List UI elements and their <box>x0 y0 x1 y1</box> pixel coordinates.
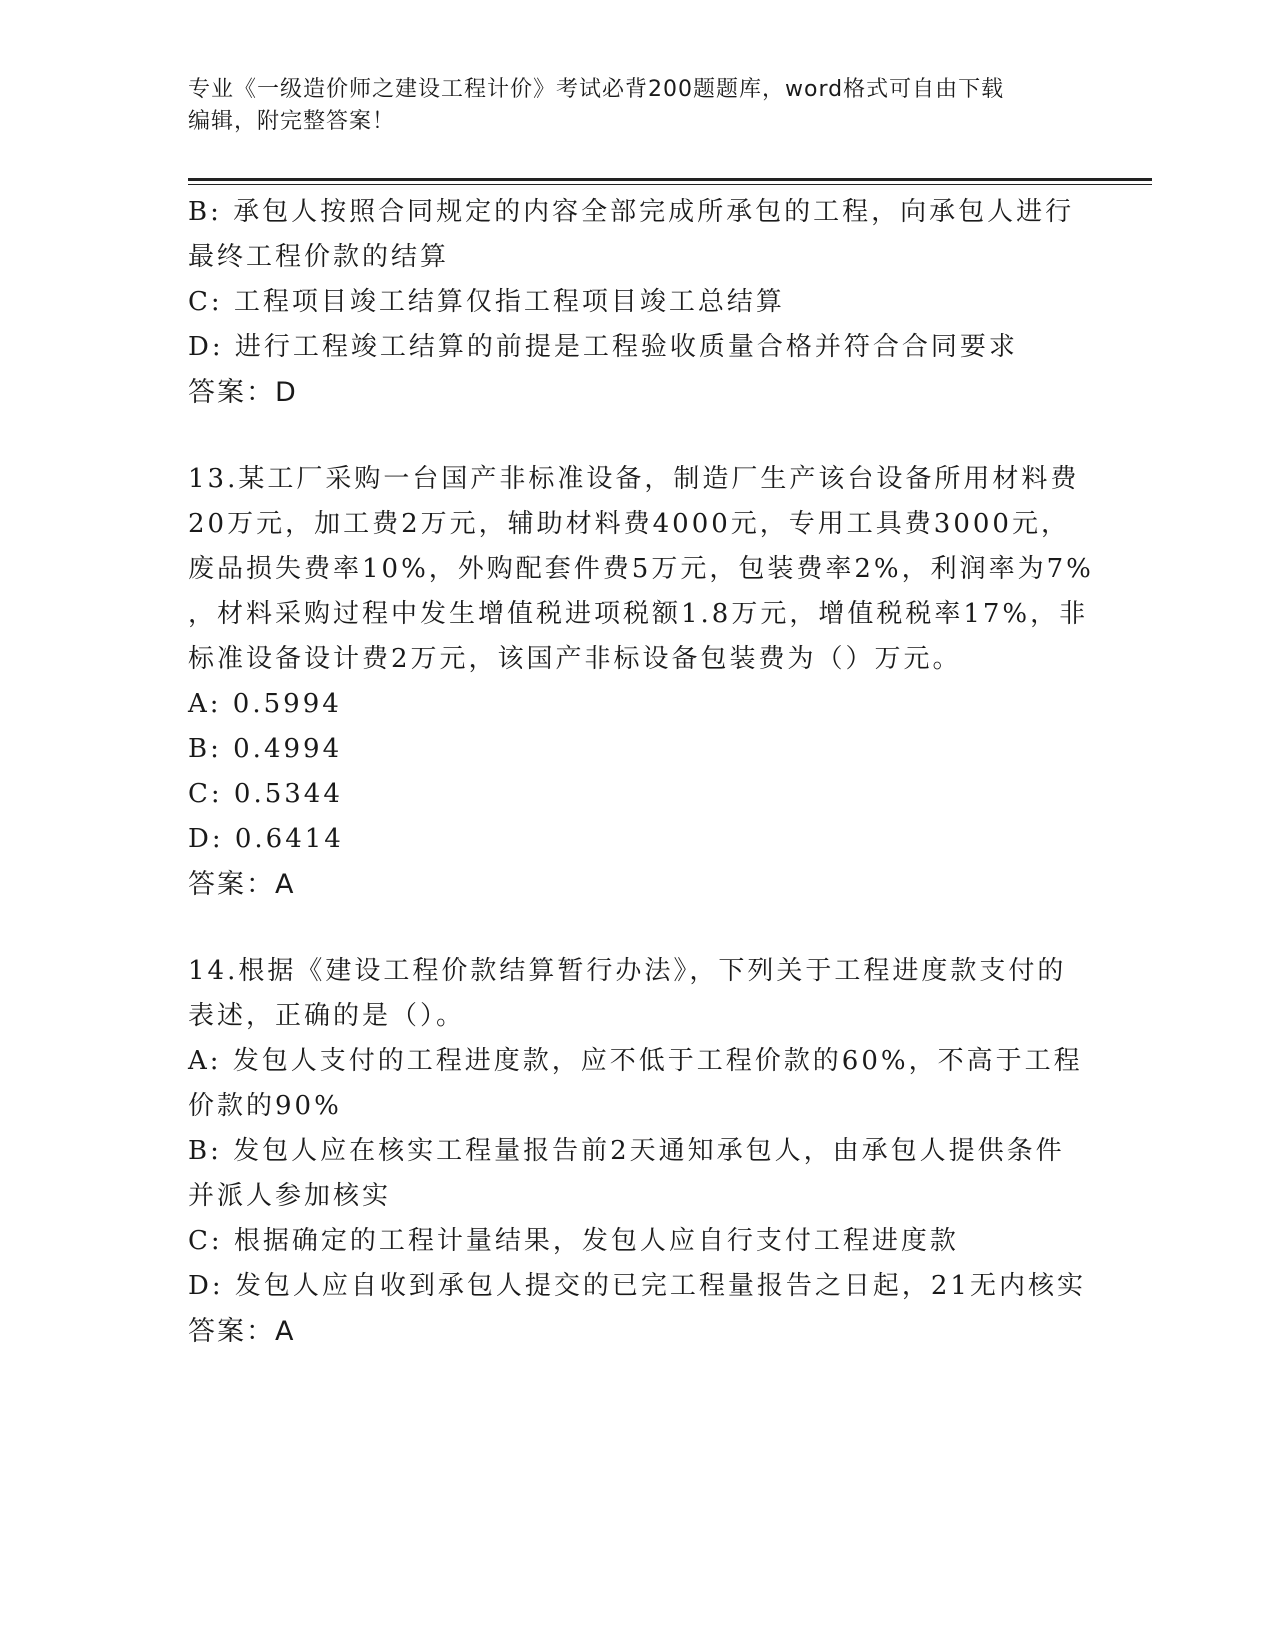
option-b: B: 发包人应在核实工程量报告前2天通知承包人，由承包人提供条件 <box>188 1136 1065 1166</box>
question-stem: 20万元，加工费2万元，辅助材料费4000元，专用工具费3000元， <box>188 509 1070 539</box>
header-line: 专业《一级造价师之建设工程计价》考试必背200题题库，word格式可自由下载 <box>188 77 1005 102</box>
option-b: B: 承包人按照合同规定的内容全部完成所承包的工程，向承包人进行 <box>188 197 1075 227</box>
question-stem: 表述，正确的是（）。 <box>188 1001 466 1031</box>
header-line: 编辑，附完整答案！ <box>188 109 396 134</box>
header-divider-thin <box>188 184 1152 185</box>
option-c: C: 工程项目竣工结算仅指工程项目竣工总结算 <box>188 287 785 317</box>
option-b: B: 0.4994 <box>188 734 343 764</box>
question-stem: 废品损失费率10%，外购配套件费5万元，包装费率2%，利润率为7% <box>188 554 1094 584</box>
question-stem: 14.根据《建设工程价款结算暂行办法》，下列关于工程进度款支付的 <box>188 956 1067 986</box>
document-header <box>188 74 1088 138</box>
question-stem: 13.某工厂采购一台国产非标准设备，制造厂生产该台设备所用材料费 <box>188 464 1080 494</box>
option-a: A: 0.5994 <box>188 689 342 719</box>
spacer <box>188 907 1088 949</box>
answer: 答案：D <box>188 377 298 408</box>
option-d: D: 发包人应自收到承包人提交的已完工程量报告之日起，21无内核实 <box>188 1271 1086 1301</box>
option-d: D: 进行工程竣工结算的前提是工程验收质量合格并符合合同要求 <box>188 332 1018 362</box>
option-d: D: 0.6414 <box>188 824 344 854</box>
option-b-continued: 最终工程价款的结算 <box>188 242 450 272</box>
answer: 答案：A <box>188 1316 296 1347</box>
option-a-continued: 价款的90% <box>188 1091 342 1121</box>
question-stem: ，材料采购过程中发生增值税进项税额1.8万元，增值税税率17%，非 <box>188 599 1089 629</box>
option-a: A: 发包人支付的工程进度款，应不低于工程价款的60%，不高于工程 <box>188 1046 1083 1076</box>
spacer <box>188 415 1088 457</box>
document-body <box>188 190 1094 1354</box>
question-12 <box>188 190 1088 415</box>
option-c: C: 根据确定的工程计量结果，发包人应自行支付工程进度款 <box>188 1226 959 1256</box>
question-stem: 标准设备设计费2万元，该国产非标设备包装费为（）万元。 <box>188 644 962 674</box>
option-b-continued: 并派人参加核实 <box>188 1181 392 1211</box>
option-c: C: 0.5344 <box>188 779 343 809</box>
question-14 <box>188 949 1088 1354</box>
answer: 答案：A <box>188 869 296 900</box>
question-13 <box>188 457 1094 907</box>
header-divider <box>188 178 1152 181</box>
